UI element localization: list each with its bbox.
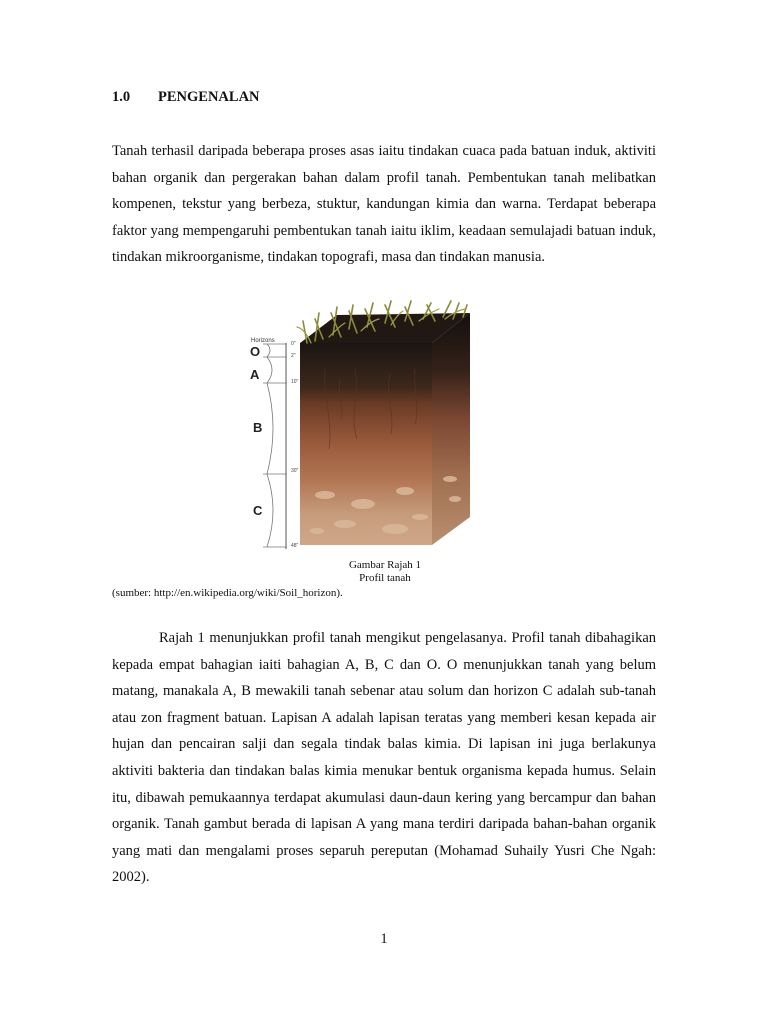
section-heading xyxy=(112,89,260,106)
depth-label-2: 2" xyxy=(291,353,296,359)
soil-profile-figure xyxy=(245,299,477,551)
soil-block-side xyxy=(432,313,470,545)
depth-label-10: 10" xyxy=(291,379,299,385)
intro-paragraph: Tanah terhasil daripada beberapa proses asas iaitu tindakan cuaca pada batuan induk, aktiviti bahan organik dan pergerakan bahan dalam profil tanah. Pembentukan tanah melibatkan kompenen, tekstur yang berbeza, stuktur, kandungan kimia dan warna. Terdapat beberapa faktor yang mempengaruhi pembentukan tanah iaitu iklim, keadaan semulajadi batuan induk, tindakan mikroorganisme, tindakan topografi, masa dan tindakan manusia. xyxy=(112,143,656,266)
body-paragraph: Rajah 1 menunjukkan profil tanah mengikut pengelasanya. Profil tanah dibahagikan kepada empat bahagian iaiti bahagian A, B, C dan O. O menunjukkan tanah yang belum matang, manakala A, B mewakili tanah sebenar atau solum dan horizon C adalah sub-tanah atau zon fragment batuan. Lapisan A adalah lapisan teratas yang memberi kesan kepada air hujan dan pencairan salji dan segala tindak balas kimia. Di lapisan ini juga berlakunya aktiviti bakteria dan tindakan balas kimia menukar bentuk organisma kepada humus. Selain itu, dibawah pemukaannya terdapat akumulasi daun-daun kering yang bercampur dan bahan organik. Tanah gambut berada di lapisan A yang mana terdiri daripada bahan-bahan organik yang mati dan mengalami proses separuh pereputan (Mohamad Suhaily Yusri Che Ngah: 2002). xyxy=(112,630,656,886)
ruler-brackets xyxy=(267,344,273,547)
section-title: PENGENALAN xyxy=(158,89,260,105)
depth-label-30: 30" xyxy=(291,468,299,474)
ruler-ticks xyxy=(263,344,287,547)
horizon-label-c: C xyxy=(253,503,263,518)
section-number: 1.0 xyxy=(112,89,131,105)
page-number: 1 xyxy=(380,931,388,947)
horizon-label-b: B xyxy=(253,420,263,435)
figure-caption-subtitle: Profil tanah xyxy=(359,572,411,584)
depth-label-48: 48" xyxy=(291,543,299,549)
figure-caption-title: Gambar Rajah 1 xyxy=(348,559,422,571)
soil-block-front xyxy=(300,343,432,545)
horizon-label-o: O xyxy=(250,344,261,359)
horizon-label-a: A xyxy=(250,367,260,382)
horizons-title: Horizons xyxy=(251,338,275,344)
figure-source: (sumber: http://en.wikipedia.org/wiki/Soil_horizon). xyxy=(112,587,343,599)
depth-label-0: 0" xyxy=(291,341,296,347)
